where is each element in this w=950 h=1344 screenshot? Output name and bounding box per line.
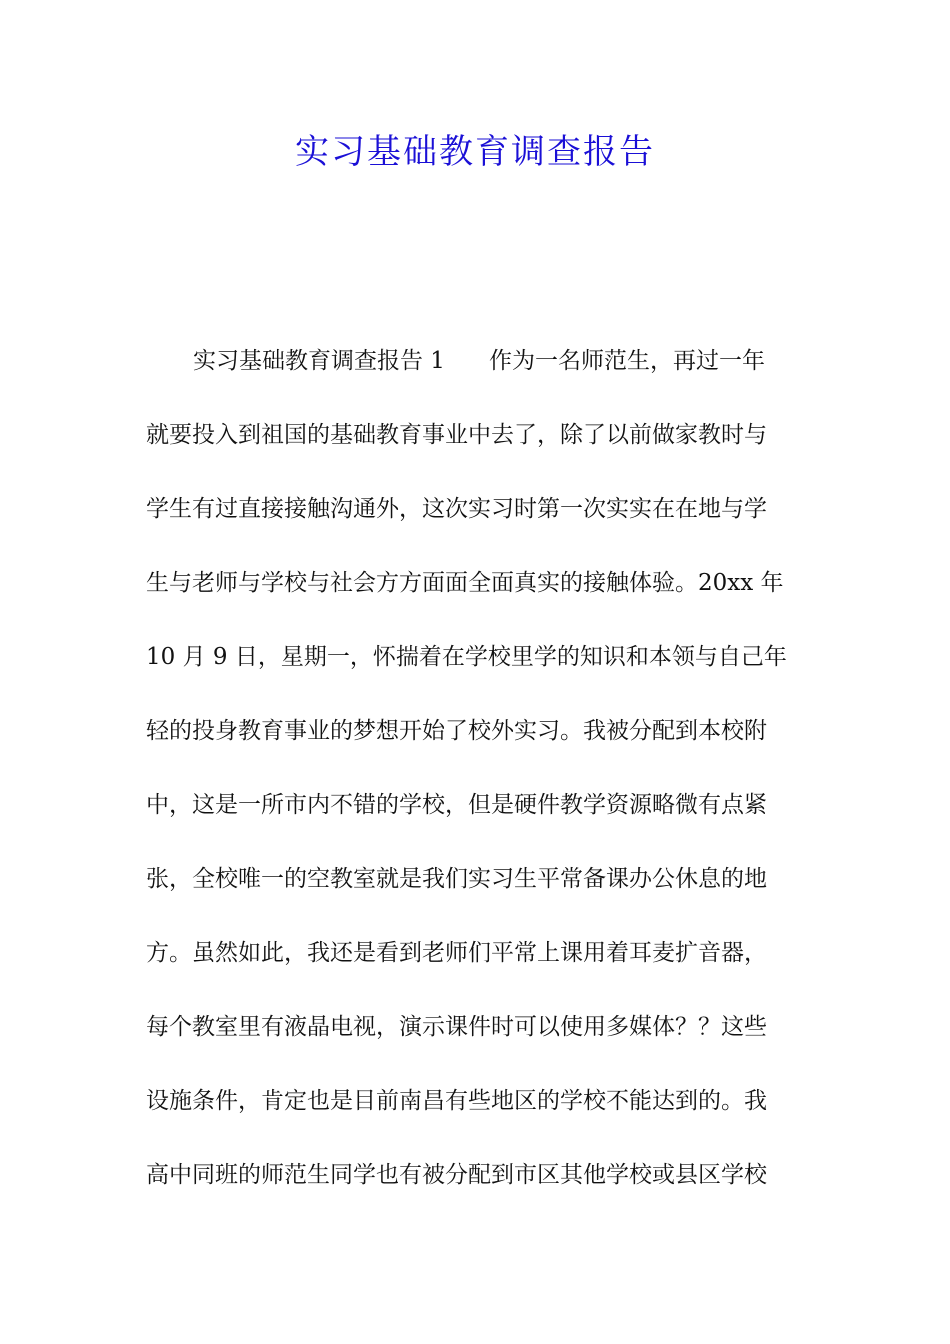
body-line-1 — [146, 338, 808, 412]
document-body — [146, 338, 808, 1226]
body-line-text: 高中同班的师范生同学也有被分配到市区其他学校或县区学校 — [146, 1162, 767, 1188]
body-line-5 — [146, 634, 808, 708]
body-line-text: 学生有过直接接触沟通外，这次实习时第一次实实在在地与学 — [146, 496, 767, 522]
body-line-11 — [146, 1078, 808, 1152]
body-line-text: 作为一名师范生，再过一年 — [488, 348, 765, 374]
body-line-text: 方。虽然如此，我还是看到老师们平常上课用着耳麦扩音器， — [146, 940, 767, 966]
body-line-text: 生与老师与学校与社会方方面面全面真实的接触体验。20xx 年 — [146, 570, 784, 596]
body-line-7 — [146, 782, 808, 856]
body-line-9 — [146, 930, 808, 1004]
body-line-text: 设施条件，肯定也是目前南昌有些地区的学校不能达到的。我 — [146, 1088, 767, 1114]
body-line-10 — [146, 1004, 808, 1078]
body-line-text: 每个教室里有液晶电视，演示课件时可以使用多媒体？？这些 — [146, 1014, 767, 1040]
body-line-12 — [146, 1152, 808, 1226]
body-line-text: 中，这是一所市内不错的学校，但是硬件教学资源略微有点紧 — [146, 792, 767, 818]
paragraph-heading: 实习基础教育调查报告 1 — [193, 348, 445, 374]
body-line-8 — [146, 856, 808, 930]
body-line-4 — [146, 560, 808, 634]
body-line-text: 就要投入到祖国的基础教育事业中去了，除了以前做家教时与 — [146, 422, 767, 448]
document-title: 实习基础教育调查报告 — [295, 132, 655, 172]
body-line-text: 轻的投身教育事业的梦想开始了校外实习。我被分配到本校附 — [146, 718, 767, 744]
body-line-text: 10 月 9 日，星期一，怀揣着在学校里学的知识和本领与自己年 — [146, 644, 787, 670]
body-line-6 — [146, 708, 808, 782]
body-line-2 — [146, 412, 808, 486]
body-line-text: 张，全校唯一的空教室就是我们实习生平常备课办公休息的地 — [146, 866, 767, 892]
body-line-3 — [146, 486, 808, 560]
